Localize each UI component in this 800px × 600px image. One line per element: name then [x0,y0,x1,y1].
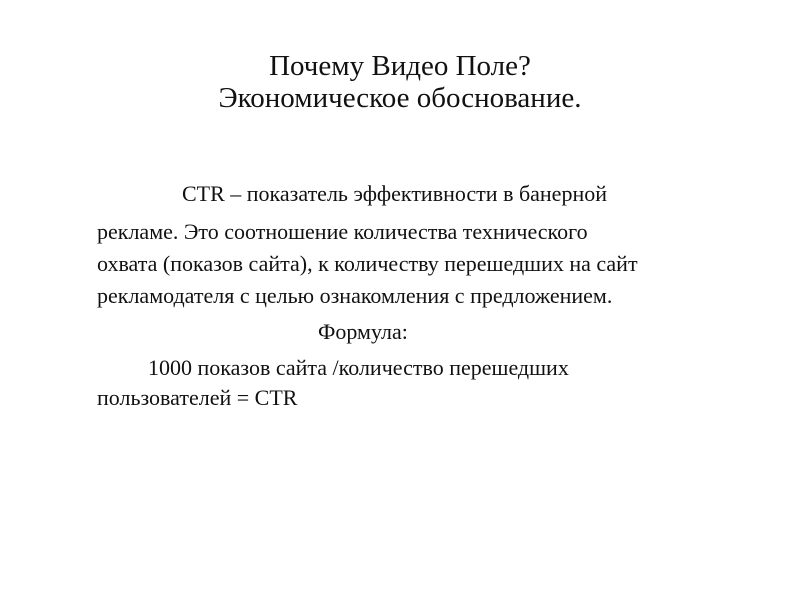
definition-line-1: CTR – показатель эффективности в банерной [182,181,607,206]
definition-line-4: рекламодателя с целью ознакомления с предложением. [97,283,613,308]
definition-line-3: охвата (показов сайта), к количеству перешедших на сайт [97,251,638,276]
formula-line-2: пользователей = CTR [97,385,298,410]
definition-line-2: рекламе. Это соотношение количества технического [97,219,588,244]
formula-label: Формула: [318,319,408,344]
formula-line-1: 1000 показов сайта /количество перешедших [148,355,569,380]
slide-title-line-2: Экономическое обоснование. [218,82,582,114]
slide-title-line-1: Почему Видео Поле? [269,50,531,82]
